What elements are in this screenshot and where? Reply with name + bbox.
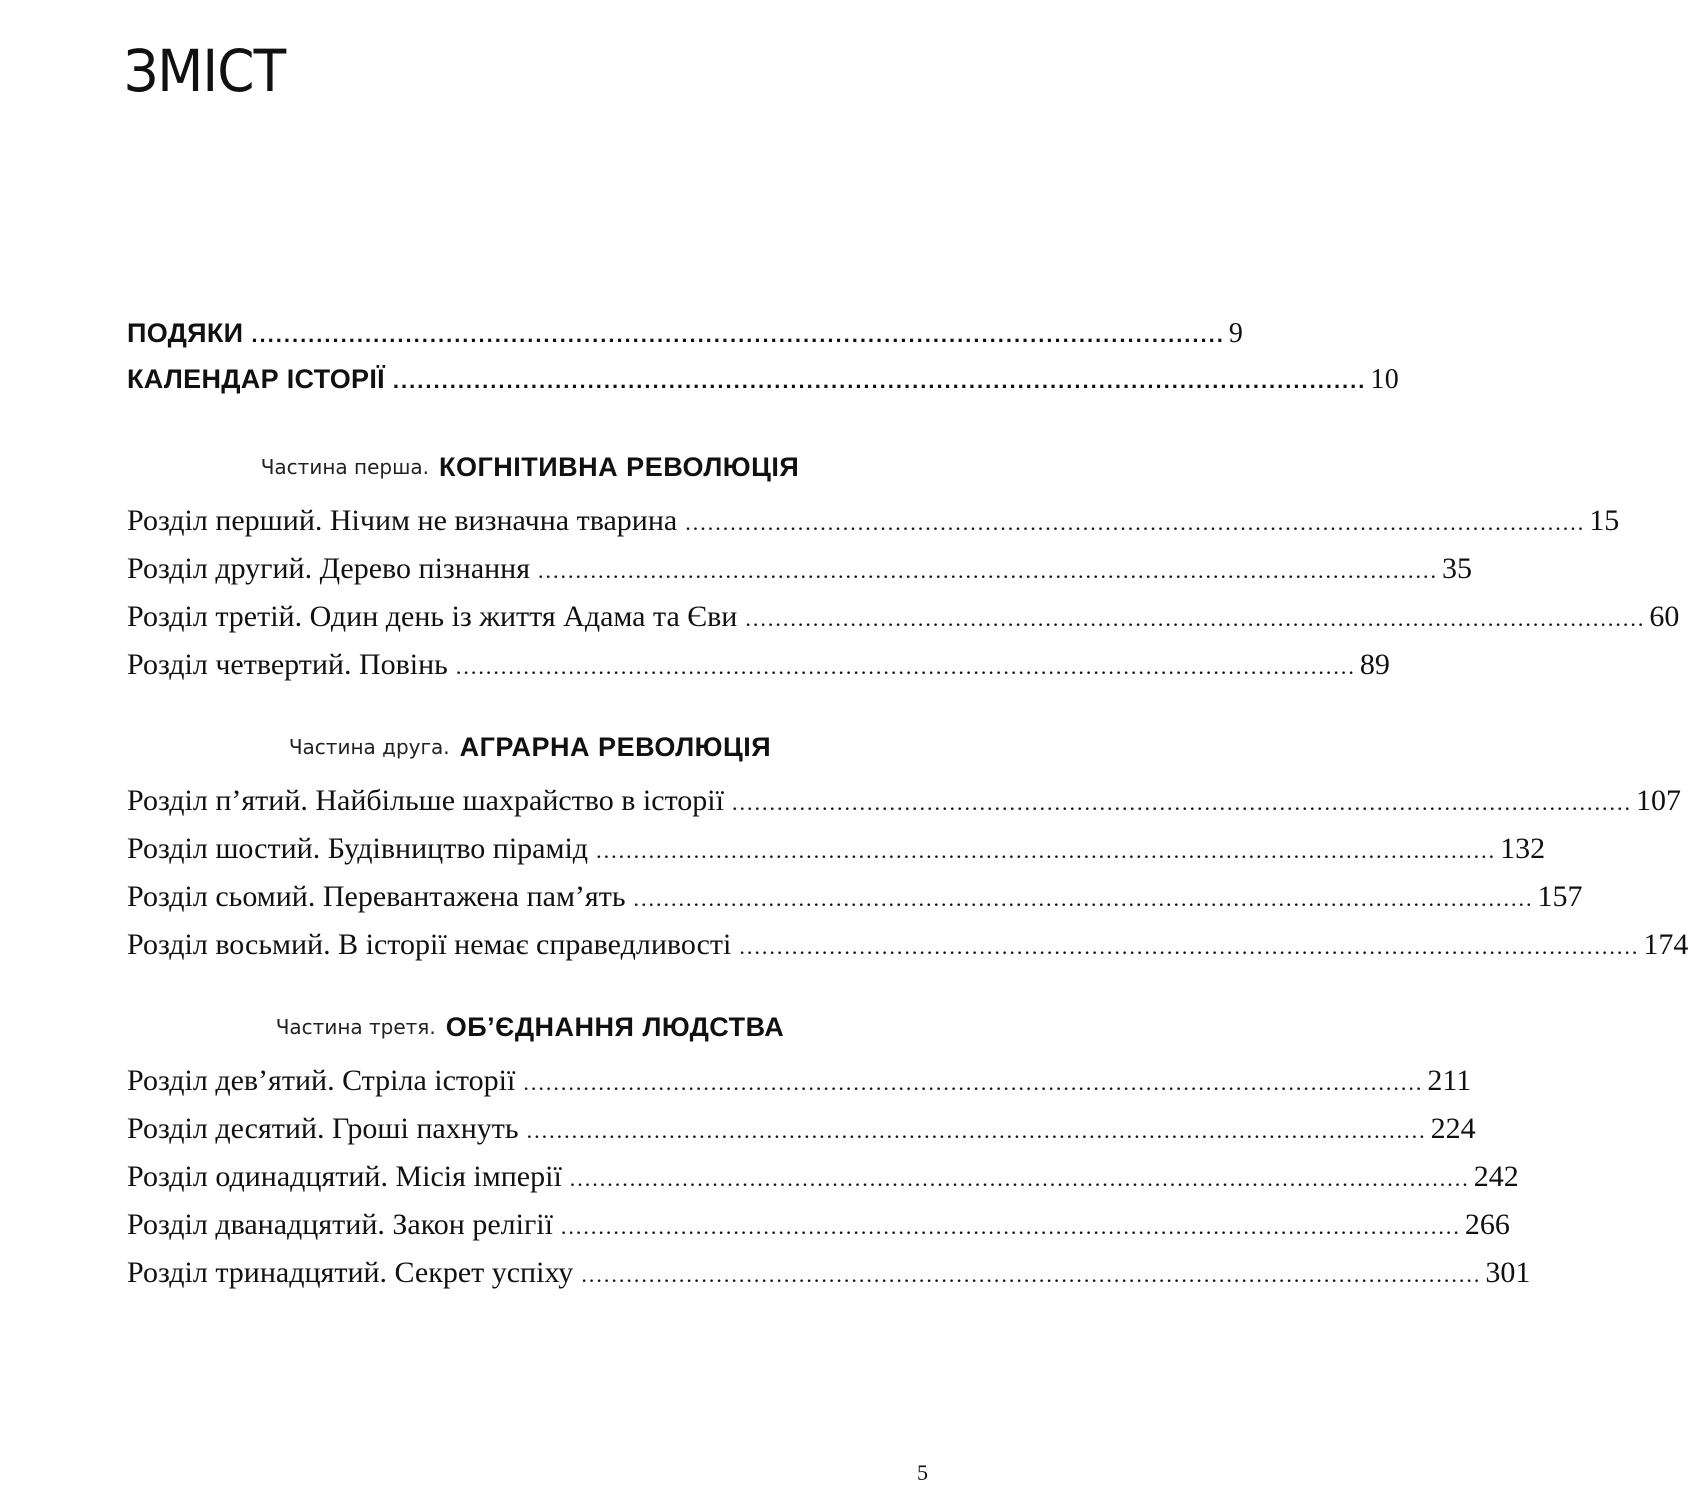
part-name: АГРАРНА РЕВОЛЮЦІЯ bbox=[459, 731, 772, 762]
dot-leader: ........................................................................................................................ bbox=[739, 934, 1640, 959]
toc-entry-chapter[interactable] bbox=[127, 784, 1681, 832]
dot-leader: ........................................................................................................................ bbox=[685, 510, 1586, 535]
toc-entry-chapter[interactable] bbox=[127, 1112, 1476, 1160]
part-name: ОБ’ЄДНАННЯ ЛЮДСТВА bbox=[445, 1011, 785, 1042]
toc-entry-title: Розділ одинадцятий. Місія імперії bbox=[127, 1160, 562, 1193]
part-heading-1 bbox=[127, 430, 933, 504]
toc-entry-page: 60 bbox=[1649, 600, 1680, 633]
toc-entry-page: 211 bbox=[1427, 1064, 1472, 1097]
table-of-contents bbox=[127, 318, 1688, 1304]
toc-entry-chapter[interactable] bbox=[127, 600, 1680, 648]
toc-entry-page: 107 bbox=[1635, 784, 1681, 817]
toc-entry-page: 10 bbox=[1370, 364, 1400, 395]
page-number: 5 bbox=[917, 1460, 928, 1485]
toc-entry-page: 224 bbox=[1430, 1112, 1476, 1145]
toc-entry-timeline[interactable] bbox=[127, 364, 1400, 410]
part-heading-2 bbox=[127, 710, 933, 784]
dot-leader: ........................................................................................................................ bbox=[538, 558, 1439, 583]
toc-entry-page: 132 bbox=[1500, 832, 1546, 865]
toc-entry-chapter[interactable] bbox=[127, 552, 1473, 600]
part-label: Частина друга. bbox=[288, 735, 450, 759]
toc-entry-chapter[interactable] bbox=[127, 1160, 1519, 1208]
dot-leader: ........................................................................................................................ bbox=[596, 838, 1497, 863]
dot-leader: ........................................................................................................................ bbox=[581, 1262, 1482, 1287]
toc-entry-page: 301 bbox=[1485, 1256, 1531, 1289]
toc-entry-page: 157 bbox=[1537, 880, 1583, 913]
dot-leader: ........................................................................................................................ bbox=[392, 368, 1367, 393]
dot-leader: ........................................................................................................................ bbox=[569, 1166, 1470, 1191]
toc-entry-title: Розділ восьмий. В історії немає справедливості bbox=[127, 928, 732, 961]
dot-leader: ........................................................................................................................ bbox=[633, 886, 1534, 911]
part-name: КОГНІТИВНА РЕВОЛЮЦІЯ bbox=[439, 451, 800, 482]
toc-entry-chapter[interactable] bbox=[127, 1064, 1472, 1112]
toc-entry-title: Розділ третій. Один день із життя Адама та Єви bbox=[127, 600, 738, 633]
toc-entry-page: 266 bbox=[1464, 1208, 1510, 1241]
toc-entry-page: 174 bbox=[1643, 928, 1688, 961]
page-title: ЗМІСТ bbox=[124, 37, 286, 105]
toc-entry-chapter[interactable] bbox=[127, 832, 1546, 880]
dot-leader: ........................................................................................................................ bbox=[523, 1070, 1424, 1095]
dot-leader: ........................................................................................................................ bbox=[731, 790, 1632, 815]
toc-entry-title: Розділ десятий. Гроші пахнуть bbox=[127, 1112, 519, 1145]
toc-entry-title: Розділ четвертий. Повінь bbox=[127, 648, 448, 681]
toc-entry-chapter[interactable] bbox=[127, 648, 1390, 696]
toc-entry-page: 35 bbox=[1442, 552, 1473, 585]
dot-leader: ........................................................................................................................ bbox=[526, 1118, 1427, 1143]
toc-entry-page: 15 bbox=[1589, 504, 1620, 537]
part-label: Частина третя. bbox=[275, 1015, 436, 1039]
toc-entry-title: Розділ п’ятий. Найбільше шахрайство в історії bbox=[127, 784, 724, 817]
toc-entry-page: 242 bbox=[1473, 1160, 1519, 1193]
part-label: Частина перша. bbox=[260, 455, 429, 479]
dot-leader: ........................................................................................................................ bbox=[455, 654, 1356, 679]
toc-entry-chapter[interactable] bbox=[127, 1208, 1510, 1256]
dot-leader: ........................................................................................................................ bbox=[560, 1214, 1461, 1239]
toc-entry-page: 89 bbox=[1359, 648, 1390, 681]
toc-entry-title: Розділ сьомий. Перевантажена пам’ять bbox=[127, 880, 626, 913]
toc-entry-page: 9 bbox=[1228, 318, 1244, 349]
toc-entry-title: Розділ другий. Дерево пізнання bbox=[127, 552, 531, 585]
toc-entry-title: КАЛЕНДАР ІСТОРІЇ bbox=[127, 364, 385, 394]
toc-entry-acknowledgements[interactable] bbox=[127, 318, 1244, 364]
toc-entry-title: Розділ перший. Нічим не визначна тварина bbox=[127, 504, 678, 537]
toc-entry-chapter[interactable] bbox=[127, 880, 1583, 928]
toc-entry-title: Розділ шостий. Будівництво пірамід bbox=[127, 832, 589, 865]
part-heading-3 bbox=[127, 990, 933, 1064]
dot-leader: ........................................................................................................................ bbox=[745, 606, 1646, 631]
toc-entry-title: Розділ дев’ятий. Стріла історії bbox=[127, 1064, 516, 1097]
toc-entry-title: Розділ дванадцятий. Закон релігії bbox=[127, 1208, 553, 1241]
toc-entry-title: Розділ тринадцятий. Секрет успіху bbox=[127, 1256, 574, 1289]
toc-entry-title: ПОДЯКИ bbox=[127, 318, 244, 348]
toc-entry-chapter[interactable] bbox=[127, 928, 1688, 976]
toc-entry-chapter[interactable] bbox=[127, 504, 1620, 552]
toc-entry-chapter[interactable] bbox=[127, 1256, 1531, 1304]
dot-leader: ........................................................................................................................ bbox=[251, 322, 1225, 347]
